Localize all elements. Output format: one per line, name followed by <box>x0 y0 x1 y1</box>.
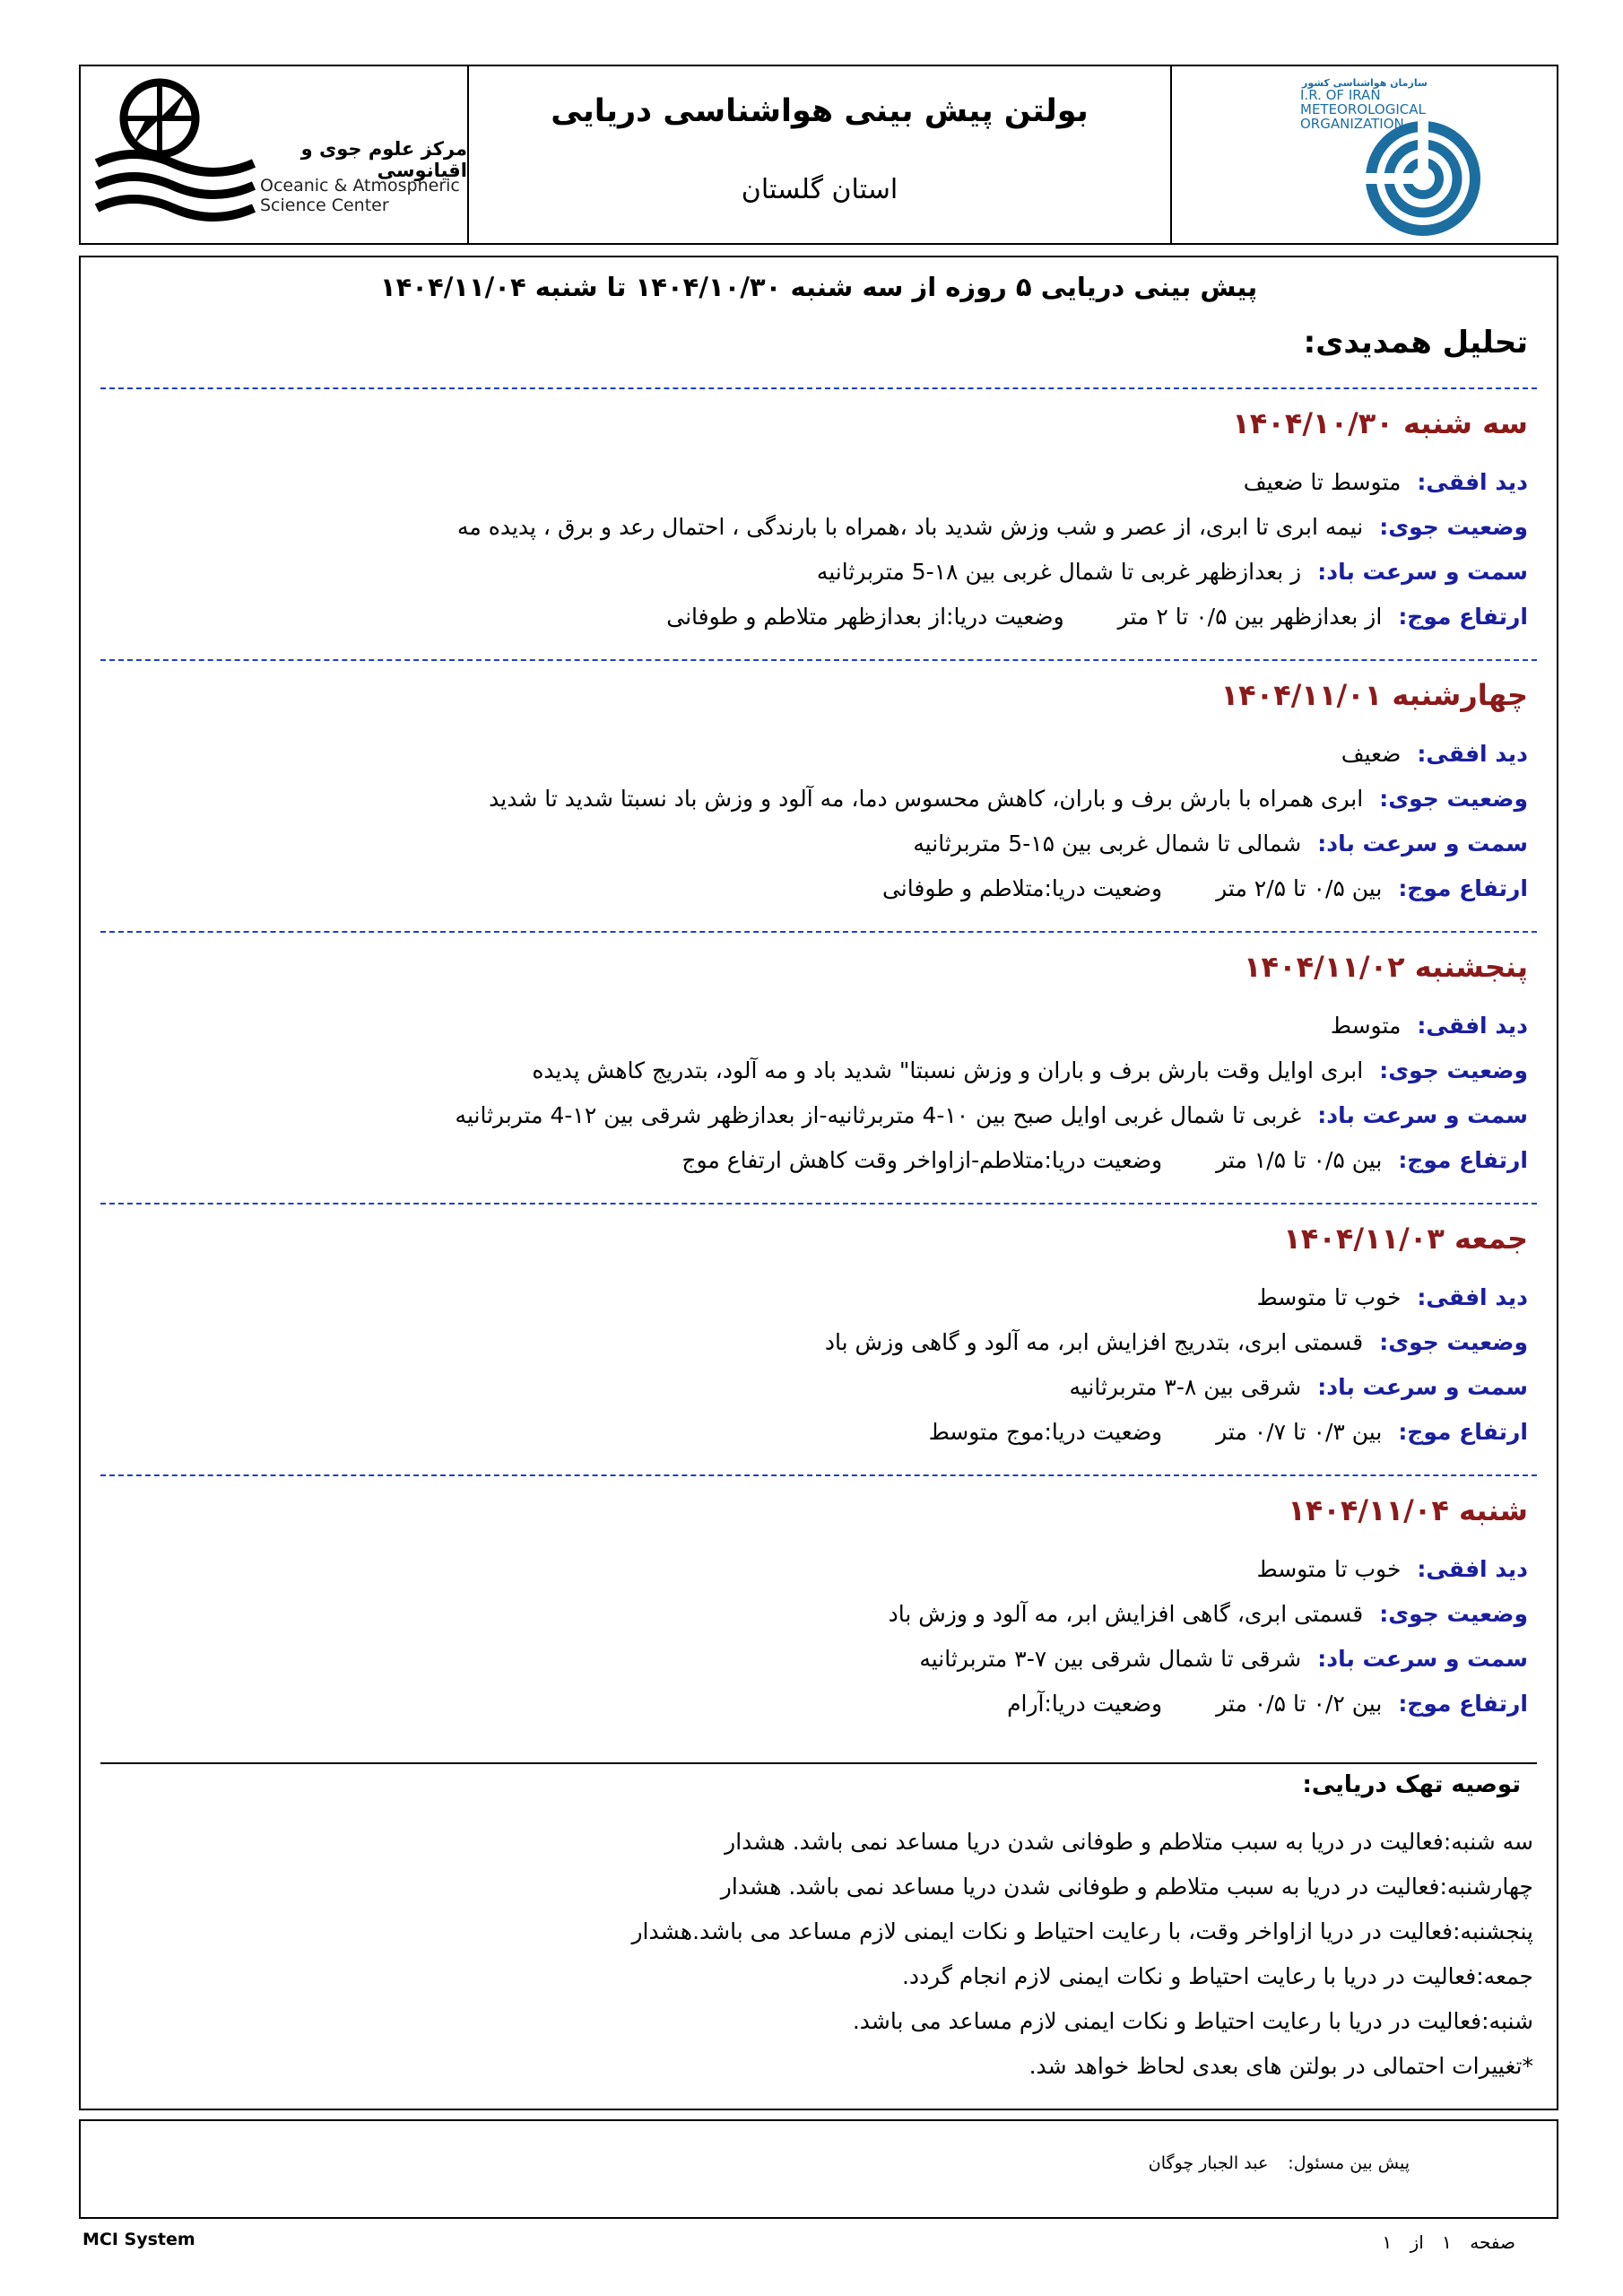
weather-label: وضعیت جوی: <box>1379 1329 1528 1355</box>
visibility-value: متوسط <box>1330 1013 1402 1039</box>
day-forecast <box>81 1205 1557 1474</box>
weather-label: وضعیت جوی: <box>1379 1601 1528 1627</box>
day-title: جمعه ۱۴۰۴/۱۱/۰۳ <box>1283 1222 1528 1256</box>
responsible-label: پیش بین مسئول: <box>1288 2153 1410 2173</box>
wind-row <box>117 831 1528 857</box>
visibility-label: دید افقی: <box>1417 1556 1528 1582</box>
visibility-row <box>117 1013 1528 1039</box>
sea-state-value: وضعیت دریا:موج متوسط <box>928 1419 1163 1445</box>
day-title: چهارشنبه ۱۴۰۴/۱۱/۰۱ <box>1220 678 1528 712</box>
day-forecast <box>81 1477 1557 1746</box>
visibility-label: دید افقی: <box>1417 1284 1528 1310</box>
imo-name-en-2: METEOROLOGICAL <box>1300 101 1426 117</box>
wind-row <box>117 559 1528 585</box>
weather-row <box>117 1329 1528 1355</box>
wave-row <box>117 875 1528 901</box>
weather-label: وضعیت جوی: <box>1379 514 1528 540</box>
wave-row <box>117 1691 1528 1717</box>
weather-value: نیمه ابری تا ابری، از عصر و شب وزش شدید باد ،همراه با بارندگی ، احتمال رعد و برق ، پدیده مه <box>456 514 1364 540</box>
visibility-value: ضعیف <box>1341 741 1402 767</box>
day-title: شنبه ۱۴۰۴/۱۱/۰۴ <box>1288 1493 1528 1527</box>
ocean-center-logo-block <box>81 66 469 243</box>
dashed-divider <box>100 659 1537 661</box>
visibility-row <box>117 741 1528 767</box>
wind-row <box>117 1374 1528 1400</box>
wave-row <box>117 1419 1528 1445</box>
sea-state-value: وضعیت دریا:متلاطم-ازاواخر وقت کاهش ارتفاع موج <box>681 1147 1163 1173</box>
meteorological-org-logo-block <box>1172 66 1557 243</box>
wave-label: ارتفاع موج: <box>1398 1419 1528 1445</box>
wave-value: بین ۰/۵ تا ۲/۵ متر <box>1216 875 1383 901</box>
forecast-title: پیش بینی دریایی ۵ روزه از سه شنبه ۱۴۰۴/۱۰/۳۰ تا شنبه ۱۴۰۴/۱۱/۰۴ <box>379 272 1258 302</box>
wind-row <box>117 1102 1528 1128</box>
wave-label: ارتفاع موج: <box>1398 1691 1528 1717</box>
visibility-value: متوسط تا ضعیف <box>1243 469 1402 495</box>
wave-value: از بعدازظهر بین ۰/۵ تا ۲ متر <box>1117 604 1383 630</box>
responsible-name: عبد الجبار چوگان <box>1148 2153 1269 2173</box>
visibility-row <box>117 469 1528 495</box>
weather-value: ابری همراه با بارش برف و باران، کاهش محسوس دما، مه آلود و وزش باد نسبتا شدید تا شدید <box>489 786 1364 812</box>
wind-label: سمت و سرعت باد: <box>1317 831 1528 857</box>
visibility-value: خوب تا متوسط <box>1256 1556 1402 1582</box>
wave-label: ارتفاع موج: <box>1398 604 1528 630</box>
wind-value: شرقی تا شمال شرقی بین ۷-۳ متربرثانیه <box>919 1646 1302 1672</box>
imo-logo-icon <box>1365 120 1481 237</box>
weather-value: قسمتی ابری، گاهی افزایش ابر، مه آلود و وزش باد <box>888 1601 1364 1627</box>
ocean-center-name-en <box>260 176 460 215</box>
synoptic-analysis-heading: تحلیل همدیدی: <box>1303 325 1528 361</box>
visibility-row <box>117 1284 1528 1310</box>
advisory-title: توصیه تهک دریایی: <box>1302 1771 1521 1798</box>
page-number: صفحه ۱ از ۱ <box>1382 2231 1515 2253</box>
ocean-center-logo-icon <box>88 74 258 239</box>
dashed-divider <box>100 931 1537 933</box>
weather-row <box>117 786 1528 812</box>
wave-value: بین ۰/۳ تا ۰/۷ متر <box>1216 1419 1383 1445</box>
ocean-center-name-en-2: Science Center <box>260 196 389 215</box>
wind-row <box>117 1646 1528 1672</box>
day-forecast <box>81 934 1557 1203</box>
day-title: سه شنبه ۱۴۰۴/۱۰/۳۰ <box>1232 406 1528 440</box>
wind-value: شرقی بین ۸-۳ متربرثانیه <box>1069 1374 1302 1400</box>
ocean-center-name-en-1: Oceanic & Atmospheric <box>260 176 460 196</box>
advisory-divider <box>100 1762 1537 1764</box>
dashed-divider <box>100 1203 1537 1205</box>
weather-value: قسمتی ابری، بتدریج افزایش ابر، مه آلود و گاهی وزش باد <box>824 1329 1364 1355</box>
wave-value: بین ۰/۵ تا ۱/۵ متر <box>1216 1147 1383 1173</box>
dashed-divider <box>100 1474 1537 1476</box>
system-name: MCI System <box>82 2230 195 2249</box>
visibility-label: دید افقی: <box>1417 741 1528 767</box>
day-title: پنجشنبه ۱۴۰۴/۱۱/۰۲ <box>1244 950 1528 984</box>
visibility-value: خوب تا متوسط <box>1256 1284 1402 1310</box>
wind-value: شمالی تا شمال غربی بین ۱۵-5 متربرثانیه <box>913 831 1302 857</box>
weather-row <box>117 1057 1528 1083</box>
wind-value: غربی تا شمال غربی اوایل صبح بین ۱۰-4 متربرثانیه-از بعدازظهر شرقی بین ۱۲-4 متربرثانیه <box>455 1102 1302 1128</box>
weather-row <box>117 514 1528 540</box>
imo-name-en-3: ORGANIZATION <box>1300 116 1404 132</box>
visibility-label: دید افقی: <box>1417 1013 1528 1039</box>
wave-label: ارتفاع موج: <box>1398 1147 1528 1173</box>
wind-label: سمت و سرعت باد: <box>1317 1102 1528 1128</box>
responsible-forecaster <box>1129 2153 1410 2173</box>
weather-label: وضعیت جوی: <box>1379 1057 1528 1083</box>
advisory-line: چهارشنبه:فعالیت در دریا به سبب متلاطم و طوفانی شدن دریا مساعد نمی باشد. هشدار <box>720 1874 1533 1900</box>
imo-name-en-1: I.R. OF IRAN <box>1300 87 1381 103</box>
day-forecast <box>81 662 1557 931</box>
weather-label: وضعیت جوی: <box>1379 786 1528 812</box>
sea-state-value: وضعیت دریا:آرام <box>1007 1691 1163 1717</box>
wave-label: ارتفاع موج: <box>1398 875 1528 901</box>
imo-name-fa: سازمان هواشناسی کشور <box>1302 77 1428 89</box>
province-name: استان گلستان <box>741 174 898 205</box>
wave-row <box>117 1147 1528 1173</box>
advisory-line: جمعه:فعالیت در دریا با رعایت احتیاط و نکات ایمنی لازم انجام گردد. <box>901 1963 1533 1989</box>
bulletin-header <box>79 65 1558 245</box>
advisory-line: شنبه:فعالیت در دریا با رعایت احتیاط و نکات ایمنی لازم مساعد می باشد. <box>852 2008 1533 2034</box>
wave-row <box>117 604 1528 630</box>
wave-value: بین ۰/۲ تا ۰/۵ متر <box>1216 1691 1383 1717</box>
wind-label: سمت و سرعت باد: <box>1317 559 1528 585</box>
wind-value: ز بعدازظهر غربی تا شمال غربی بین ۱۸-5 متربرثانیه <box>816 559 1302 585</box>
wind-label: سمت و سرعت باد: <box>1317 1646 1528 1672</box>
advisory-line: سه شنبه:فعالیت در دریا به سبب متلاطم و طوفانی شدن دریا مساعد نمی باشد. هشدار <box>725 1829 1533 1855</box>
weather-row <box>117 1601 1528 1627</box>
day-forecast <box>81 390 1557 659</box>
wind-label: سمت و سرعت باد: <box>1317 1374 1528 1400</box>
visibility-label: دید افقی: <box>1417 469 1528 495</box>
ocean-center-name-fa: مرکز علوم جوی و اقیانوسی <box>300 138 467 181</box>
header-title-block <box>469 66 1172 243</box>
weather-value: ابری اوایل وقت بارش برف و باران و وزش نسبتا" شدید باد و مه آلود، بتدریج کاهش پدیده <box>532 1057 1364 1083</box>
sea-state-value: وضعیت دریا:متلاطم و طوفانی <box>881 875 1163 901</box>
forecast-body <box>79 256 1558 2110</box>
sea-state-value: وضعیت دریا:از بعدازظهر متلاطم و طوفانی <box>666 604 1064 630</box>
visibility-row <box>117 1556 1528 1582</box>
responsible-forecaster-box <box>79 2119 1558 2219</box>
advisory-note: *تغییرات احتمالی در بولتن های بعدی لحاظ خواهد شد. <box>1028 2053 1533 2079</box>
bulletin-title: بولتن پیش بینی هواشناسی دریایی <box>551 93 1089 129</box>
dashed-divider <box>100 387 1537 389</box>
advisory-line: پنجشنبه:فعالیت در دریا ازاواخر وقت، با رعایت احتیاط و نکات ایمنی لازم مساعد می باشد.هشدار <box>631 1918 1533 1944</box>
